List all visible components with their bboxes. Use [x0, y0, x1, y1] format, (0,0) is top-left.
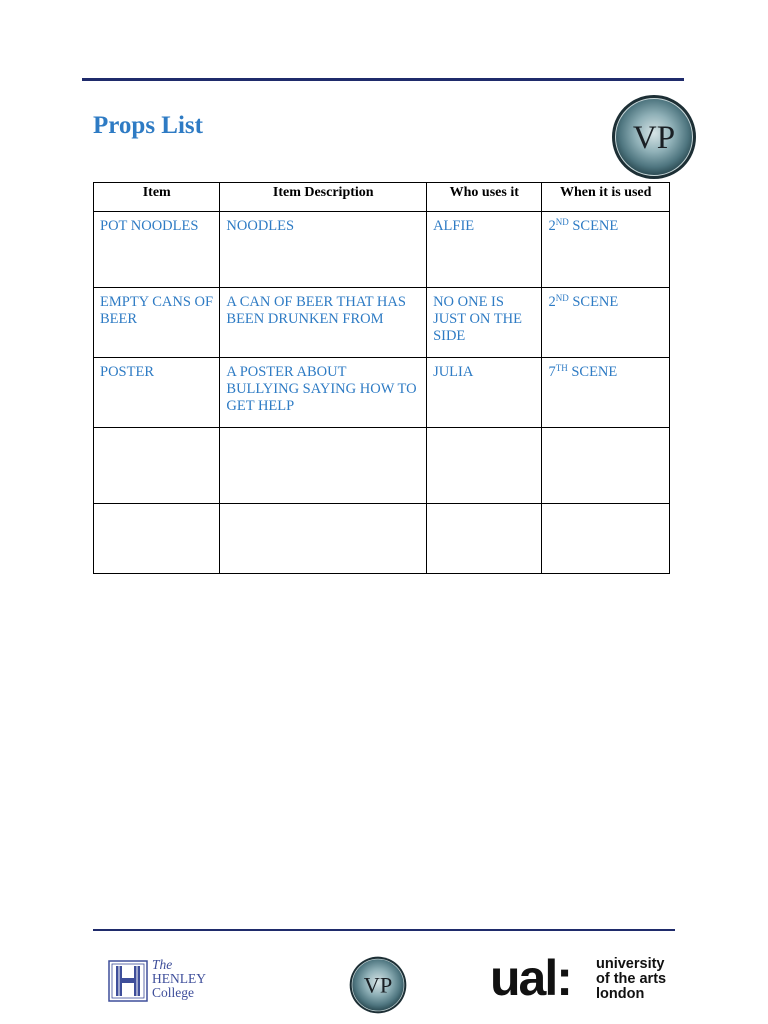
- table-row: [94, 504, 670, 574]
- column-header-description: Item Description: [220, 183, 427, 212]
- when-label: SCENE: [568, 218, 619, 234]
- cell-who: [427, 504, 542, 574]
- props-table: [93, 182, 670, 574]
- cell-description: [220, 504, 427, 574]
- cell-who: ALFIE: [427, 212, 542, 288]
- table-row: [94, 212, 670, 288]
- column-header-who: Who uses it: [427, 183, 542, 212]
- cell-when: [542, 288, 670, 358]
- when-ordinal: ND: [555, 293, 569, 303]
- cell-when: [542, 504, 670, 574]
- table-row: [94, 288, 670, 358]
- when-label: SCENE: [568, 294, 619, 310]
- vp-logo-text: VP: [363, 972, 393, 998]
- ual-wordmark: ual:: [490, 950, 571, 1006]
- cell-description: NOODLES: [220, 212, 427, 288]
- when-ordinal: ND: [555, 217, 569, 227]
- cell-who: [427, 428, 542, 504]
- footer-rule: [93, 929, 675, 931]
- ual-logo: [490, 950, 680, 1007]
- vp-logo-text: VP: [632, 120, 676, 156]
- table-header-row: [94, 183, 670, 212]
- cell-item: [94, 428, 220, 504]
- when-number: 2: [548, 294, 556, 310]
- header-rule: [82, 78, 684, 81]
- column-header-item: Item: [94, 183, 220, 212]
- ual-line-of-the-arts: of the arts: [596, 971, 667, 987]
- vp-logo-icon: [349, 956, 407, 1014]
- when-label: SCENE: [567, 364, 618, 380]
- cell-description: [220, 428, 427, 504]
- column-header-when: When it is used: [542, 183, 670, 212]
- ual-line-university: university: [596, 956, 665, 972]
- table-row: [94, 358, 670, 428]
- cell-item: POT NOODLES: [94, 212, 220, 288]
- henley-college-logo-icon: [108, 960, 148, 1002]
- henley-college-logo: [108, 957, 218, 1004]
- henley-line-college: College: [152, 985, 194, 1000]
- cell-when: [542, 212, 670, 288]
- table-row: [94, 428, 670, 504]
- cell-when: [542, 428, 670, 504]
- page-title: Props List: [93, 112, 203, 139]
- cell-item: POSTER: [94, 358, 220, 428]
- when-number: 2: [548, 218, 556, 234]
- cell-item: EMPTY CANS OF BEER: [94, 288, 220, 358]
- cell-description: A POSTER ABOUT BULLYING SAYING HOW TO GET HELP: [220, 358, 427, 428]
- henley-line-the: The: [152, 957, 173, 972]
- cell-who: JULIA: [427, 358, 542, 428]
- cell-who: NO ONE IS JUST ON THE SIDE: [427, 288, 542, 358]
- ual-line-london: london: [596, 986, 645, 1002]
- cell-when: [542, 358, 670, 428]
- ual-subtitle: [596, 957, 666, 1002]
- cell-description: A CAN OF BEER THAT HAS BEEN DRUNKEN FROM: [220, 288, 427, 358]
- vp-logo-icon: [611, 94, 697, 180]
- henley-college-wordmark: [152, 958, 206, 1000]
- when-ordinal: TH: [555, 363, 568, 373]
- when-number: 7: [548, 364, 556, 380]
- cell-item: [94, 504, 220, 574]
- henley-line-name: HENLEY: [152, 971, 206, 986]
